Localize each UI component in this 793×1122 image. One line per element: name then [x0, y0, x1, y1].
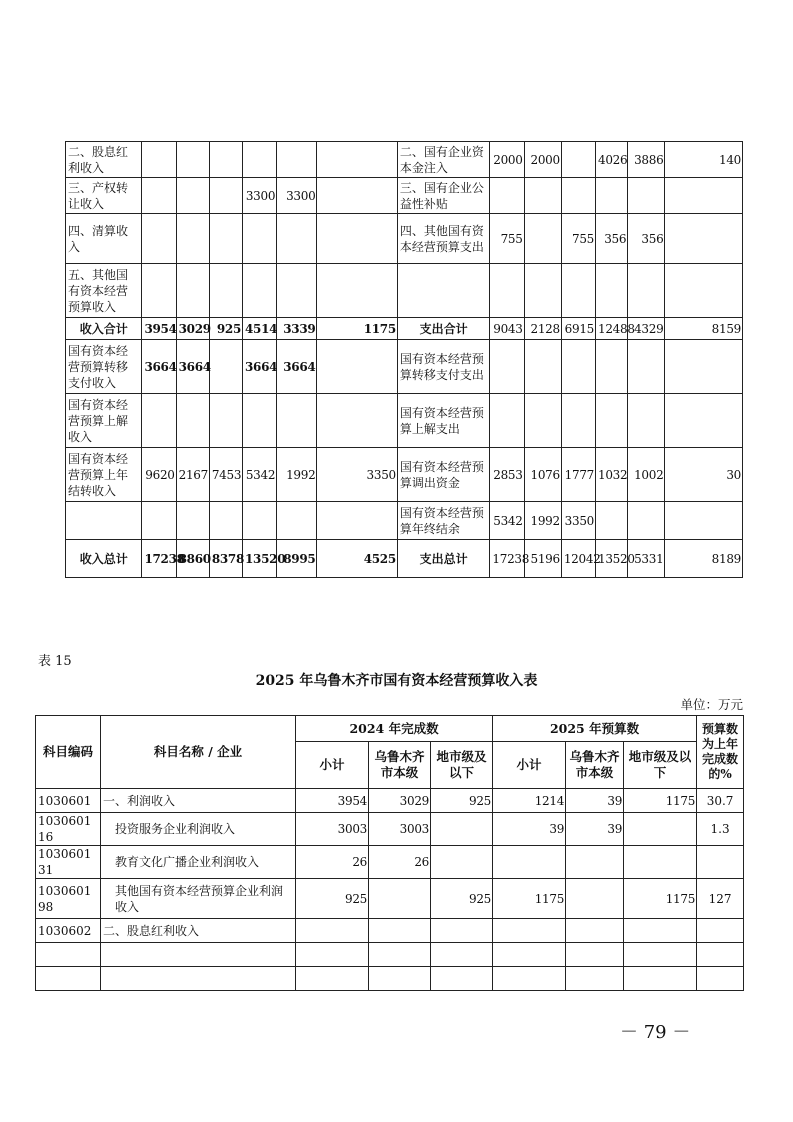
table-cell — [490, 264, 524, 318]
table-cell: 国有资本经营预算上解支出 — [397, 394, 490, 448]
table-cell: 755 — [561, 214, 595, 264]
table-cell — [561, 340, 595, 394]
table-cell: 3339 — [277, 318, 317, 340]
table-cell: 103060116 — [36, 813, 101, 846]
summary-row — [66, 214, 743, 264]
summary-row — [66, 448, 743, 502]
table-cell — [490, 394, 524, 448]
table-cell: 投资服务企业利润收入 — [101, 813, 296, 846]
table-cell: 30 — [665, 448, 743, 502]
table-cell — [596, 394, 628, 448]
table-cell: 39 — [566, 813, 624, 846]
table-cell: 1175 — [493, 879, 566, 919]
table-cell: 12488 — [596, 318, 628, 340]
table-cell — [628, 502, 665, 540]
table-cell — [36, 943, 101, 967]
table-cell: 其他国有资本经营预算企业利润收入 — [101, 879, 296, 919]
table-cell: 四、其他国有资本经营预算支出 — [397, 214, 490, 264]
table-cell — [524, 214, 561, 264]
table-number: 表 15 — [38, 654, 72, 669]
table-cell: 127 — [697, 879, 744, 919]
table-cell — [624, 967, 697, 991]
table-cell: 26 — [296, 846, 369, 879]
table-cell — [493, 846, 566, 879]
table-cell — [369, 919, 431, 943]
table-cell — [369, 943, 431, 967]
table-cell — [566, 846, 624, 879]
table-row — [36, 879, 744, 919]
header-sub: 乌鲁木齐市本级 — [566, 742, 624, 789]
table-cell: 支出合计 — [397, 318, 490, 340]
table-cell — [665, 502, 743, 540]
table-row — [36, 919, 744, 943]
table-cell: 8995 — [277, 540, 317, 578]
table-cell — [624, 813, 697, 846]
table-cell — [490, 178, 524, 214]
table-cell: 五、其他国有资本经营预算收入 — [66, 264, 142, 318]
table-cell: 39 — [493, 813, 566, 846]
table-cell — [665, 340, 743, 394]
table-cell — [277, 502, 317, 540]
table-cell: 2000 — [524, 142, 561, 178]
table-cell: 3664 — [277, 340, 317, 394]
table-cell: 3300 — [277, 178, 317, 214]
table-cell: 二、股息红利收入 — [66, 142, 142, 178]
table-cell: 356 — [628, 214, 665, 264]
table-cell — [493, 943, 566, 967]
table-cell — [243, 264, 277, 318]
table-cell: 国有资本经营预算转移支付支出 — [397, 340, 490, 394]
table-cell — [209, 178, 242, 214]
table-cell: 4329 — [628, 318, 665, 340]
table-row — [36, 967, 744, 991]
table-cell: 8378 — [209, 540, 242, 578]
table-cell: 4525 — [317, 540, 397, 578]
table-cell: 8189 — [665, 540, 743, 578]
table-cell: 17238 — [490, 540, 524, 578]
table-cell — [697, 846, 744, 879]
table-cell — [209, 142, 242, 178]
table-cell: 2128 — [524, 318, 561, 340]
header-sub: 小计 — [296, 742, 369, 789]
table-cell — [142, 394, 176, 448]
summary-row — [66, 318, 743, 340]
table-cell: 140 — [665, 142, 743, 178]
table-cell: 3003 — [369, 813, 431, 846]
table-cell — [176, 214, 209, 264]
table-cell: 1175 — [317, 318, 397, 340]
header-name: 科目名称 / 企业 — [101, 716, 296, 789]
table-cell: 755 — [490, 214, 524, 264]
table-cell: 12042 — [561, 540, 595, 578]
table-cell: 1032 — [596, 448, 628, 502]
table-cell: 1002 — [628, 448, 665, 502]
table-cell — [628, 264, 665, 318]
table-cell: 教育文化广播企业利润收入 — [101, 846, 296, 879]
table-cell: 1777 — [561, 448, 595, 502]
table-cell — [566, 879, 624, 919]
page-title: 2025 年乌鲁木齐市国有资本经营预算收入表 — [255, 673, 538, 689]
table-cell — [277, 394, 317, 448]
table-cell — [142, 264, 176, 318]
table-cell — [66, 502, 142, 540]
summary-row — [66, 394, 743, 448]
table-cell — [277, 142, 317, 178]
header-sub: 乌鲁木齐市本级 — [369, 742, 431, 789]
summary-row — [66, 340, 743, 394]
table-cell — [142, 214, 176, 264]
table-cell — [431, 919, 493, 943]
table-cell: 8159 — [665, 318, 743, 340]
table-cell — [561, 178, 595, 214]
table-cell — [369, 879, 431, 919]
table-cell — [36, 967, 101, 991]
header-percent: 预算数为上年完成数的% — [697, 716, 744, 789]
table-cell: 17238 — [142, 540, 176, 578]
table-cell: 5342 — [490, 502, 524, 540]
table-cell — [493, 919, 566, 943]
table-cell: 5342 — [243, 448, 277, 502]
header-sub: 地市级及以下 — [431, 742, 493, 789]
table-cell — [243, 214, 277, 264]
table-cell: 103060131 — [36, 846, 101, 879]
table-cell — [596, 502, 628, 540]
table-cell: 1076 — [524, 448, 561, 502]
table-cell — [524, 264, 561, 318]
table-cell: 2167 — [176, 448, 209, 502]
table-cell: 4514 — [243, 318, 277, 340]
table-cell: 8860 — [176, 540, 209, 578]
table-cell — [665, 394, 743, 448]
table-cell — [243, 502, 277, 540]
table-cell: 1030602 — [36, 919, 101, 943]
summary-row — [66, 142, 743, 178]
summary-continuation-table — [65, 141, 743, 578]
table-cell — [101, 943, 296, 967]
table-cell — [317, 264, 397, 318]
table-cell: 三、国有企业公益性补贴 — [397, 178, 490, 214]
table-cell: 26 — [369, 846, 431, 879]
table-cell — [566, 919, 624, 943]
table-cell: 3350 — [317, 448, 397, 502]
table-cell: 3664 — [142, 340, 176, 394]
table-cell — [624, 943, 697, 967]
table-cell — [317, 142, 397, 178]
table-cell — [596, 340, 628, 394]
table-cell — [524, 178, 561, 214]
table-cell: 5331 — [628, 540, 665, 578]
table-row — [36, 943, 744, 967]
table-cell: 1030601 — [36, 789, 101, 813]
table-cell: 二、股息红利收入 — [101, 919, 296, 943]
table-cell — [101, 967, 296, 991]
table-cell — [561, 264, 595, 318]
table-row — [36, 846, 744, 879]
summary-row — [66, 178, 743, 214]
table-cell: 2853 — [490, 448, 524, 502]
table-cell — [277, 264, 317, 318]
summary-row — [66, 540, 743, 578]
table-cell: 国有资本经营预算年终结余 — [397, 502, 490, 540]
table-cell — [697, 943, 744, 967]
table-cell: 国有资本经营预算调出资金 — [397, 448, 490, 502]
table-cell: 4026 — [596, 142, 628, 178]
table-cell — [561, 142, 595, 178]
header-code: 科目编码 — [36, 716, 101, 789]
table-cell — [561, 394, 595, 448]
table-cell: 3029 — [176, 318, 209, 340]
table-cell: 3003 — [296, 813, 369, 846]
table-cell: 1214 — [493, 789, 566, 813]
table-cell — [176, 394, 209, 448]
header-2025: 2025 年预算数 — [493, 716, 697, 742]
table-cell — [243, 394, 277, 448]
table-cell — [317, 178, 397, 214]
table-cell — [524, 394, 561, 448]
table-cell: 9620 — [142, 448, 176, 502]
table-cell: 5196 — [524, 540, 561, 578]
table-cell — [369, 967, 431, 991]
table-cell — [209, 394, 242, 448]
table-cell — [317, 394, 397, 448]
table-cell — [209, 264, 242, 318]
table-cell: 1175 — [624, 879, 697, 919]
table-cell: 356 — [596, 214, 628, 264]
header-sub: 地市级及以下 — [624, 742, 697, 789]
table-cell: 2000 — [490, 142, 524, 178]
table-cell — [431, 813, 493, 846]
table-cell — [243, 142, 277, 178]
table-cell — [277, 214, 317, 264]
table-cell — [431, 846, 493, 879]
table-cell — [317, 502, 397, 540]
table-cell: 925 — [209, 318, 242, 340]
table-cell: 三、产权转让收入 — [66, 178, 142, 214]
table-cell: 13520 — [243, 540, 277, 578]
table-cell — [697, 919, 744, 943]
table-cell — [317, 340, 397, 394]
table-cell — [665, 178, 743, 214]
table-cell — [431, 967, 493, 991]
table-cell — [296, 943, 369, 967]
table-cell — [317, 214, 397, 264]
table-cell — [596, 264, 628, 318]
table-cell: 二、国有企业资本金注入 — [397, 142, 490, 178]
table-cell — [176, 142, 209, 178]
table-cell: 103060198 — [36, 879, 101, 919]
table-cell: 9043 — [490, 318, 524, 340]
table-cell: 925 — [431, 879, 493, 919]
table-cell — [566, 967, 624, 991]
table-row — [36, 813, 744, 846]
table-cell: 3350 — [561, 502, 595, 540]
table-cell: 1992 — [277, 448, 317, 502]
table-cell — [209, 340, 242, 394]
table-cell — [624, 919, 697, 943]
table-cell: 国有资本经营预算上年结转收入 — [66, 448, 142, 502]
table-cell — [493, 967, 566, 991]
table-cell — [665, 214, 743, 264]
table-row — [36, 789, 744, 813]
table-cell — [176, 178, 209, 214]
table-cell: 一、利润收入 — [101, 789, 296, 813]
table-cell: 13520 — [596, 540, 628, 578]
table-cell: 1175 — [624, 789, 697, 813]
table-cell — [176, 502, 209, 540]
table-cell — [176, 264, 209, 318]
table-cell: 7453 — [209, 448, 242, 502]
header-sub: 小计 — [493, 742, 566, 789]
table-cell — [296, 919, 369, 943]
table-cell: 1992 — [524, 502, 561, 540]
table-cell: 3886 — [628, 142, 665, 178]
table-cell — [628, 178, 665, 214]
table-cell: 3664 — [176, 340, 209, 394]
unit-label: 单位：万元 — [680, 697, 743, 712]
header-2024: 2024 年完成数 — [296, 716, 493, 742]
table-cell: 国有资本经营预算转移支付收入 — [66, 340, 142, 394]
table-cell — [697, 967, 744, 991]
summary-row — [66, 502, 743, 540]
table-cell — [142, 178, 176, 214]
table-cell: 四、清算收入 — [66, 214, 142, 264]
table-cell — [624, 846, 697, 879]
table-cell — [142, 142, 176, 178]
table-cell: 3664 — [243, 340, 277, 394]
table-cell — [665, 264, 743, 318]
table-cell: 支出总计 — [397, 540, 490, 578]
table-cell — [431, 943, 493, 967]
table-cell: 39 — [566, 789, 624, 813]
table-cell: 925 — [431, 789, 493, 813]
table-cell — [596, 178, 628, 214]
table-cell: 3300 — [243, 178, 277, 214]
table-cell: 收入合计 — [66, 318, 142, 340]
table-cell: 1.3 — [697, 813, 744, 846]
table-cell: 6915 — [561, 318, 595, 340]
table-cell — [142, 502, 176, 540]
table-cell: 3029 — [369, 789, 431, 813]
table-cell — [209, 214, 242, 264]
summary-row — [66, 264, 743, 318]
table-cell: 30.7 — [697, 789, 744, 813]
revenue-budget-table — [35, 715, 744, 991]
table-cell — [524, 340, 561, 394]
table-cell — [566, 943, 624, 967]
table-cell — [296, 967, 369, 991]
table-cell — [490, 340, 524, 394]
table-cell: 925 — [296, 879, 369, 919]
table-cell — [628, 340, 665, 394]
table-cell — [397, 264, 490, 318]
table-cell — [628, 394, 665, 448]
table-cell: 国有资本经营预算上解收入 — [66, 394, 142, 448]
table-cell: 3954 — [142, 318, 176, 340]
page-number: － 79 － — [620, 1022, 691, 1043]
table-cell — [209, 502, 242, 540]
table-cell: 3954 — [296, 789, 369, 813]
table-cell: 收入总计 — [66, 540, 142, 578]
